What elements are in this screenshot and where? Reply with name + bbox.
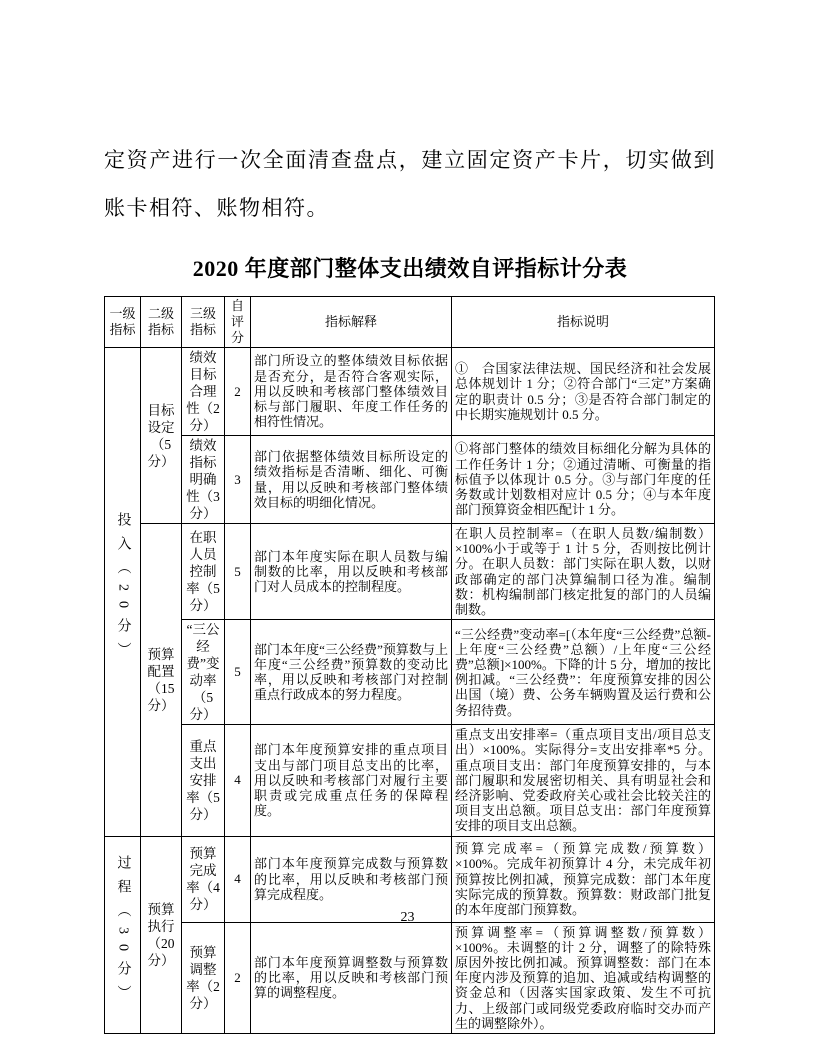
score-cell: 4: [225, 725, 251, 836]
header-level3: 三级指标: [182, 297, 225, 348]
description-cell: 在职人员控制率=（在职人员数/编制数）×100%小于或等于 1 计 5 分，否则按比例计分。在职人员数：部门实际在职人数，以财政部确定的部门决算编制口径为准。编制数：机构编制部门核定批复的部门的人员编制数。: [452, 524, 715, 620]
level2-cell-budget-allocation: 预算配置（15分）: [141, 524, 182, 837]
explanation-cell: 部门本年度预算调整数与预算数的比率，用以反映和考核部门预算的调整程度。: [251, 922, 452, 1033]
level1-label: 投入（20分）: [115, 512, 131, 667]
score-cell: 2: [225, 348, 251, 436]
description-cell: 重点支出安排率=（重点项目支出/项目总支出）×100%。实际得分=支出安排率*5 分。重点项目支出：部门年度预算安排的，与本部门履职和发展密切相关、具有明显社会和经济影响、党委政府关心或社会比较关注的项目支出总额。项目总支出：部门年度预算安排的项目支出总额。: [452, 725, 715, 836]
page-number: 23: [400, 910, 415, 925]
level2-cell-goal-setting: 目标设定（5分）: [141, 348, 182, 524]
explanation-cell: 部门本年度实际在职人员数与编制数的比率，用以反映和考核部门对人员成本的控制程度。: [251, 524, 452, 620]
level2-cell-budget-execution: 预算执行（20分）: [141, 836, 182, 1033]
score-cell: 2: [225, 922, 251, 1033]
header-explanation: 指标解释: [251, 297, 452, 348]
indicator-cell: 预算完成率（4分）: [182, 836, 225, 922]
table-row: [105, 524, 715, 620]
level1-cell-input: [105, 348, 141, 837]
description-cell: ① 合国家法律法规、国民经济和社会发展总体规划计 1 分；②符合部门“三定”方案确定的职责计 0.5 分；③是否符合部门制定的中长期实施规划计 0.5 分。: [452, 348, 715, 436]
indicator-cell: 预算调整率（2分）: [182, 922, 225, 1033]
score-cell: 5: [225, 620, 251, 725]
indicator-cell: “三公经费”变动率（5分）: [182, 620, 225, 725]
score-cell: 3: [225, 436, 251, 524]
indicator-cell: 在职人员控制率（5分）: [182, 524, 225, 620]
explanation-cell: 部门本年度预算完成数与预算数的比率，用以反映和考核部门预算完成程度。: [251, 836, 452, 922]
header-level2: 二级指标: [141, 297, 182, 348]
table-title: 2020 年度部门整体支出绩效自评指标计分表: [192, 256, 628, 281]
level1-label: 过程（30分）: [115, 855, 131, 1010]
score-cell: 5: [225, 524, 251, 620]
indicator-cell: 绩效目标合理性（2分）: [182, 348, 225, 436]
table-row: [105, 922, 715, 1033]
description-cell: 预算完成率=（预算完成数/预算数）×100%。完成年初预算计 4 分，未完成年初预算按比例扣减，预算完成数：部门本年度实际完成的预算数。预算数：财政部门批复的本年度部门预算数。: [452, 836, 715, 922]
indicator-cell: 重点支出安排率（5分）: [182, 725, 225, 836]
indicator-cell: 绩效指标明确性（3分）: [182, 436, 225, 524]
table-row: [105, 725, 715, 836]
intro-paragraph: 定资产进行一次全面清查盘点，建立固定资产卡片，切实做到账卡相符、账物相符。: [104, 148, 716, 220]
header-level1: 一级指标: [105, 297, 141, 348]
explanation-cell: 部门依据整体绩效目标所设定的绩效指标是否清晰、细化、可衡量，用以反映和考核部门整体绩效目标的明细化情况。: [251, 436, 452, 524]
table-header-row: [105, 297, 715, 348]
explanation-cell: 部门本年度“三公经费”预算数与上年度“三公经费”预算数的变动比率，用以反映和考核部门对控制重点行政成本的努力程度。: [251, 620, 452, 725]
header-description: 指标说明: [452, 297, 715, 348]
description-cell: 预算调整率=（预算调整数/预算数）×100%。未调整的计 2 分，调整了的除特殊原因外按比例扣减。预算调整数：部门在本年度内涉及预算的追加、追减或结构调整的资金总和（因落实国家政策、发生不可抗力、上级部门或同级党委政府临时交办而产生的调整除外）。: [452, 922, 715, 1033]
table-row: [105, 620, 715, 725]
description-cell: “三公经费”变动率=[（本年度“三公经费”总额-上年度“三公经费”总额）/上年度“三公经费”总额]×100%。下降的计 5 分，增加的按比例扣减。“三公经费”：年度预算安排的因公出国（境）费、公务车辆购置及运行费和公务招待费。: [452, 620, 715, 725]
table-row: [105, 436, 715, 524]
header-self-score: 自评分: [225, 297, 251, 348]
level1-cell-process: [105, 836, 141, 1033]
score-cell: 4: [225, 836, 251, 922]
table-row: [105, 348, 715, 436]
description-cell: ①将部门整体的绩效目标细化分解为具体的工作任务计 1 分；②通过清晰、可衡量的指标值予以体现计 0.5 分。③与部门年度的任务数或计划数相对应计 0.5 分；④与本年度部门预算资金相匹配计 1 分。: [452, 436, 715, 524]
explanation-cell: 部门本年度预算安排的重点项目支出与部门项目总支出的比率，用以反映和考核部门对履行主要职责或完成重点任务的保障程度。: [251, 725, 452, 836]
explanation-cell: 部门所设立的整体绩效目标依据是否充分，是否符合客观实际，用以反映和考核部门整体绩效目标与部门履职、年度工作任务的相符性情况。: [251, 348, 452, 436]
